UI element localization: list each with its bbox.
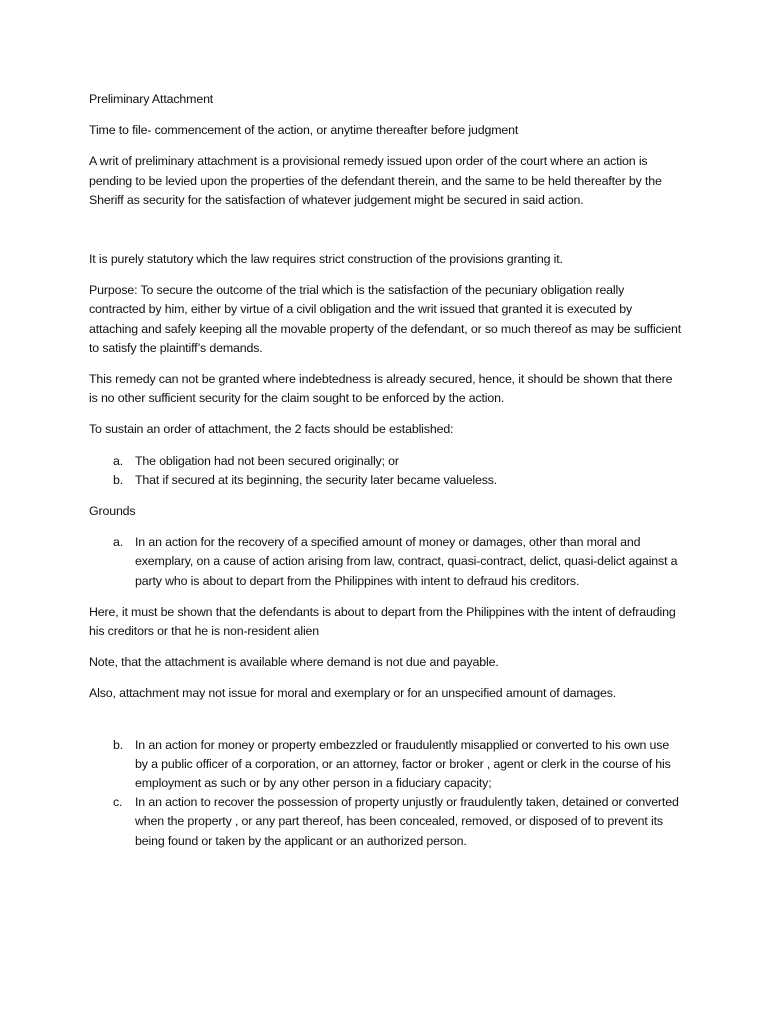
statutory-paragraph: It is purely statutory which the law requires strict construction of the provisions granting it. (89, 252, 563, 267)
list-item-text: The obligation had not been secured originally; or (135, 453, 399, 468)
here-paragraph: Here, it must be shown that the defendants is about to depart from the Philippines with the intent of defrauding his creditors or that he is non-resident alien (89, 604, 676, 639)
list-item-text: In an action to recover the possession of property unjustly or fraudulently taken, detained or converted when the property , or any part thereof, has been concealed, removed, or disposed of to prevent its being found or taken by the applicant or an authorized person. (135, 795, 679, 848)
list-marker: c. (113, 795, 123, 810)
remedy-paragraph: This remedy can not be granted where indebtedness is already secured, hence, it should be shown that there is no other sufficient security for the claim sought to be enforced by the action. (89, 372, 673, 406)
list-item (89, 736, 681, 794)
purpose-paragraph: Purpose: To secure the outcome of the trial which is the satisfaction of the pecuniary obligation really contracted by him, either by virtue of a civil obligation and the writ issued that granted it is executed by attaching and safely keeping all the movable property of the defendant, or so much thereof as may be sufficient to satisfy the plaintiff’s demands. (89, 283, 682, 355)
document-title: Preliminary Attachment (89, 92, 214, 106)
list-item-text: That if secured at its beginning, the security later became valueless. (135, 472, 498, 487)
list-marker: a. (113, 453, 124, 468)
grounds-heading: Grounds (89, 504, 136, 519)
list-item (89, 471, 681, 490)
time-to-file-paragraph: Time to file- commencement of the action, or anytime thereafter before judgment (89, 123, 519, 138)
list-item-text: In an action for the recovery of a specified amount of money or damages, other than moral and exemplary, on a cause of action arising from law, contract, quasi-contract, delict, quasi-delict against a party who is about to depart from the Philippines with intent to defraud his creditors. (135, 535, 678, 588)
list-marker: b. (113, 472, 124, 487)
list-marker: a. (113, 535, 124, 550)
list-item-text: In an action for money or property embezzled or fraudulently misapplied or converted to his own use by a public officer of a corporation, or an attorney, factor or broker , agent or clerk in the course of his employment as such or by any other person in a fiduciary capacity; (135, 737, 671, 791)
list-item (89, 533, 681, 591)
list-item (89, 452, 681, 471)
document-body (89, 90, 681, 851)
list-item (89, 793, 681, 851)
list-marker: b. (113, 737, 124, 752)
note-paragraph: Note, that the attachment is available where demand is not due and payable. (89, 655, 499, 670)
also-paragraph: Also, attachment may not issue for moral and exemplary or for an unspecified amount of damages. (89, 686, 617, 701)
definition-paragraph: A writ of preliminary attachment is a provisional remedy issued upon order of the court where an action is pending to be levied upon the properties of the defendant therein, and the same to be held thereafter by the Sheriff as security for the satisfaction of whatever judgement might be secured in said action. (89, 154, 662, 207)
sustain-intro-paragraph: To sustain an order of attachment, the 2 facts should be established: (89, 422, 454, 437)
